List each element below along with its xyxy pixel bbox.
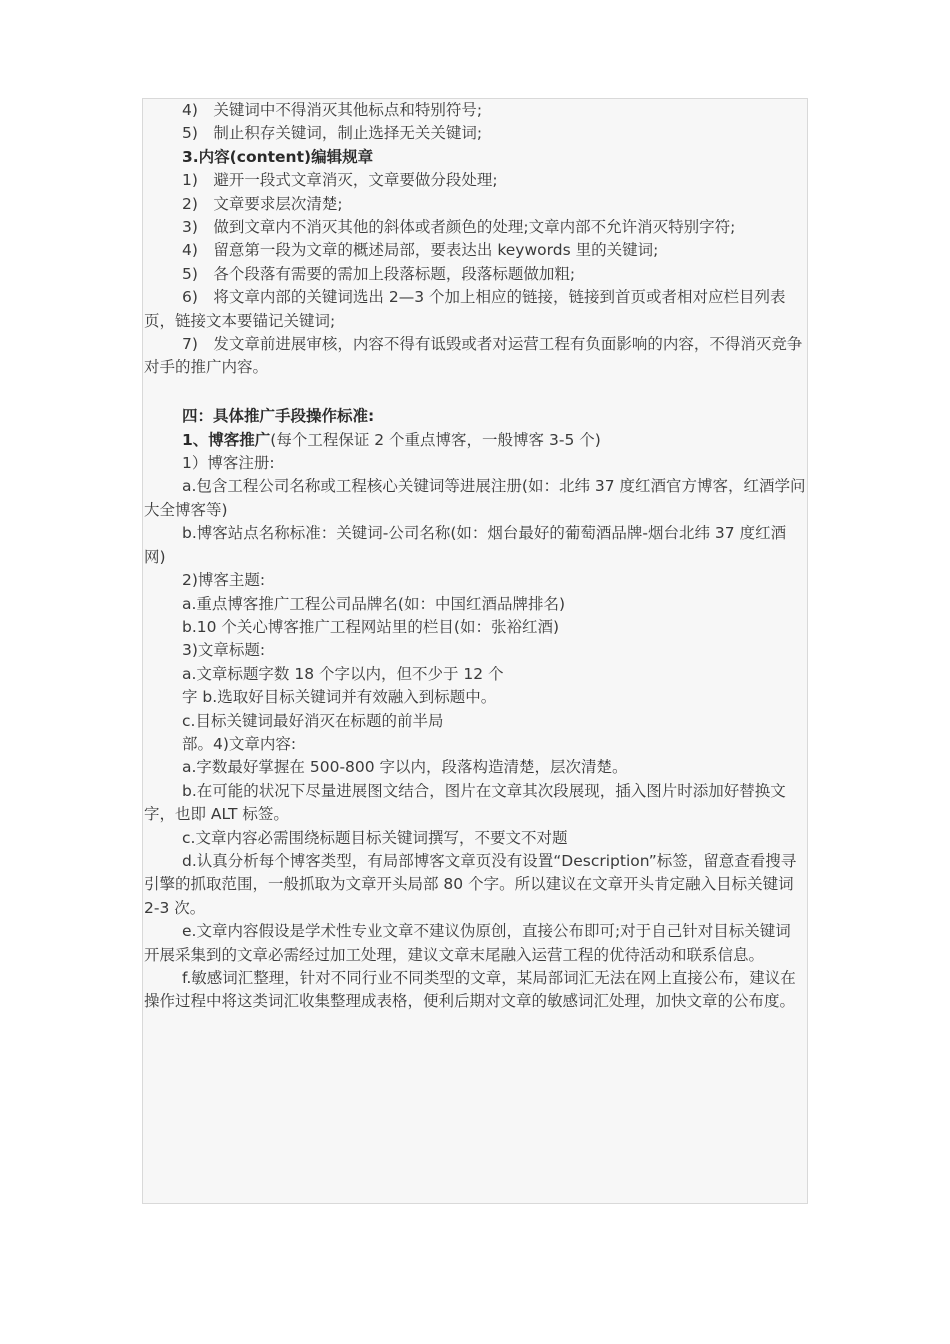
blog-promotion-note: (每个工程保证 2 个重点博客，一般博客 3-5 个): [270, 430, 601, 449]
rule-keyword-4: 4) 关键词中不得消灭其他标点和特别符号;: [182, 101, 483, 119]
content-rule-6: 6) 将文章内部的关键词选出 2—3 个加上相应的链接，链接到首页或者相对应栏目列表页，链接文本要锚记关键词;: [144, 288, 786, 330]
article-content-e: e.文章内容假设是学术性专业文章不建议伪原创，直接公布即可;对于自己针对目标关键词开展采集到的文章必需经过加工处理，建议文章末尾融入运营工程的优待活动和联系信息。: [144, 922, 791, 964]
article-content-b: b.在可能的状况下尽量进展图文结合，图片在文章其次段展现，插入图片时添加好替换文字，也即 ALT 标签。: [144, 781, 786, 824]
section-heading-content-rules: 3.内容(content)编辑规章: [182, 147, 374, 166]
blog-topic-a: a.重点博客推广工程公司品牌名(如：中国红酒品牌排名): [182, 594, 566, 613]
article-title-a: a.文章标题字数 18 个字以内，但不少于 12 个: [182, 664, 504, 683]
rule-keyword-5: 5) 制止积存关键词，制止选择无关关键词;: [182, 124, 483, 143]
article-content-d: d.认真分析每个博客类型，有局部博客文章页没有设置“Description”标签，留意查看搜寻引擎的抓取范围，一般抓取为文章开头局部 80 个字。所以建议在文章开头肯定融入目标关键词 2-3 次。: [144, 851, 797, 917]
content-rule-4: 4) 留意第一段为文章的概述局部，要表达出 keywords 里的关键词;: [182, 241, 659, 260]
content-rule-1: 1) 避开一段式文章消灭，文章要做分段处理;: [182, 171, 498, 190]
blog-promotion-heading-line: [144, 429, 806, 452]
blog-promotion-heading: 1、博客推广: [182, 430, 271, 449]
article-content-heading: 部。4)文章内容:: [182, 734, 297, 753]
section-title-promotion: 四：具体推广手段操作标准:: [182, 407, 375, 426]
blog-register-a: a.包含工程公司名称或工程核心关键词等进展注册(如：北纬 37 度红酒官方博客，红酒学问大全博客等): [144, 477, 806, 519]
spacer: [144, 380, 806, 403]
content-rule-5: 5) 各个段落有需要的需加上段落标题，段落标题做加粗;: [182, 264, 576, 283]
content-rule-2: 2) 文章要求层次清楚;: [182, 194, 343, 213]
article-content-f: f.敏感词汇整理，针对不同行业不同类型的文章，某局部词汇无法在网上直接公布，建议在操作过程中将这类词汇收集整理成表格，便利后期对文章的敏感词汇处理，加快文章的公布度。: [144, 969, 796, 1011]
article-title-c: c.目标关键词最好消灭在标题的前半局: [182, 711, 444, 730]
content-rule-7: 7) 发文章前进展审核，内容不得有诋毁或者对运营工程有负面影响的内容，不得消灭竞争对手的推广内容。: [144, 335, 803, 377]
blog-register-title: 1）博客注册:: [182, 454, 275, 473]
blog-topic-b: b.10 个关心博客推广工程网站里的栏目(如：张裕红酒): [182, 617, 560, 636]
article-content-a: a.字数最好掌握在 500-800 字以内，段落构造清楚，层次清楚。: [182, 758, 628, 777]
document-body: [144, 99, 806, 1014]
blog-register-b: b.博客站点名称标准：关键词-公司名称(如：烟台最好的葡萄酒品牌-烟台北纬 37 度红酒网): [144, 524, 787, 566]
article-content-c: c.文章内容必需围绕标题目标关键词撰写，不要文不对题: [182, 828, 568, 847]
article-title-b: 字 b.选取好目标关键词并有效融入到标题中。: [182, 688, 497, 707]
content-rule-3: 3) 做到文章内不消灭其他的斜体或者颜色的处理;文章内部不允许消灭特别字符;: [182, 218, 736, 237]
blog-topic-title: 2)博客主题:: [182, 571, 266, 590]
article-title-heading: 3)文章标题:: [182, 641, 266, 660]
